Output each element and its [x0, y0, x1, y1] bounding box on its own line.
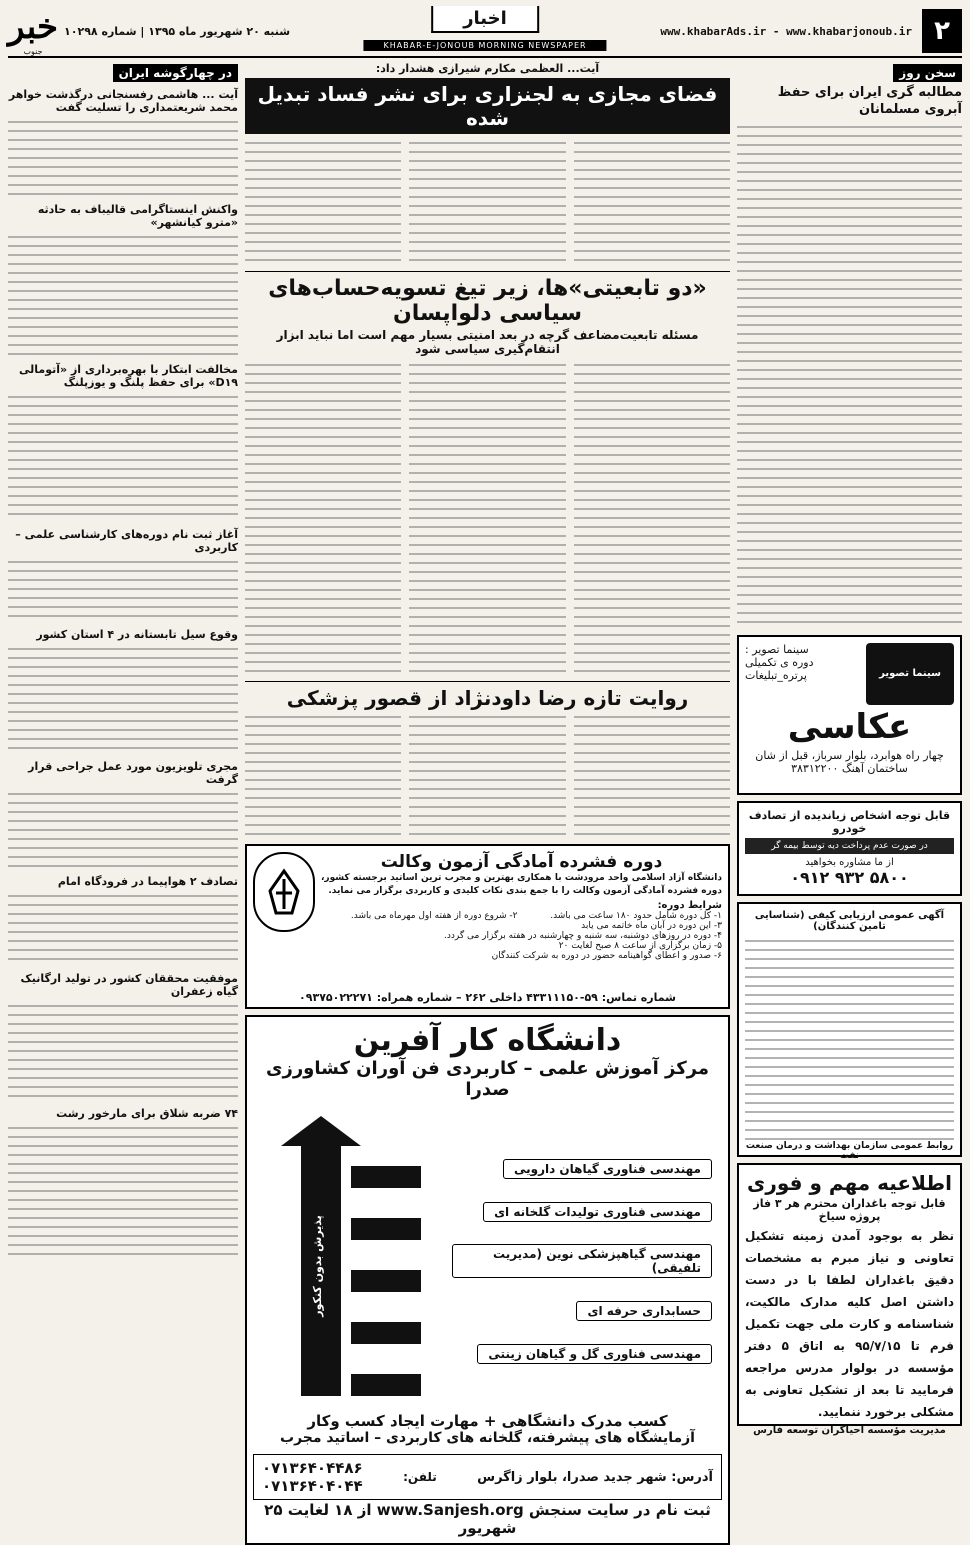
- news-item-2-body: [8, 232, 238, 357]
- exam-cond-3: ۳- این دوره در آبان ماه خاتمه می یابد: [581, 921, 722, 931]
- news-item-6-body: [8, 789, 238, 869]
- notice-title: اطلاعیه مهم و فوری: [747, 1170, 952, 1195]
- site-urls[interactable]: www.khabarAds.ir - www.khabarjonoub.ir: [660, 24, 912, 38]
- editorial-label: سخن روز: [893, 64, 962, 82]
- news-item-6-title[interactable]: مجری تلویزیون مورد عمل جراحی قرار گرفت: [28, 760, 238, 786]
- news-item-9-title[interactable]: ۷۴ ضربه شلاق برای مارخور رشت: [56, 1107, 238, 1120]
- news-item-5-body: [8, 644, 238, 754]
- course-item-2: مهندسی فناوری تولیدات گلخانه ای: [483, 1202, 712, 1222]
- tender-footer: روابط عمومی سازمان بهداشت و درمان صنعت نفت: [745, 1140, 954, 1161]
- university-ad[interactable]: [245, 1015, 730, 1545]
- tender-notice: [737, 902, 962, 1161]
- exam-cond-4: ۴- دوره در روزهای دوشنبه، سه شنبه و چهارشنبه در هفته برگزار می گردد.: [444, 931, 722, 941]
- car-ad-title: قابل توجه اشخاص زیاندیده از تصادف خودرو: [748, 808, 951, 835]
- third-article-body: [245, 712, 730, 838]
- news-item-4-body: [8, 557, 238, 622]
- car-ad-phone[interactable]: ۰۹۱۲ ۹۳۲ ۵۸۰۰: [790, 867, 909, 887]
- masthead: [8, 6, 962, 58]
- photo-address2: ساختمان آهنگ ۳۸۳۱۲۲۰۰: [791, 761, 908, 775]
- exam-ad-title: دوره فشرده آمادگی آزمون وکالت: [380, 852, 663, 872]
- course-item-3: مهندسی گیاهپزشکی نوین (مدیریت تلفیقی): [452, 1244, 712, 1278]
- newspaper-logo: [8, 7, 58, 56]
- uni-slogan1: کسب مدرک دانشگاهی + مهارت ایجاد کسب وکار: [307, 1412, 668, 1430]
- car-ad-contact: از ما مشاوره بخواهید: [805, 856, 894, 868]
- course-item-1: مهندسی فناوری گیاهان دارویی: [503, 1159, 712, 1179]
- lead-article-body: [245, 138, 730, 268]
- course-line2: پرتره_تبلیغات: [745, 668, 807, 682]
- news-item-8-body: [8, 1001, 238, 1101]
- logo-block: [8, 7, 290, 56]
- course-item-4: حسابداری حرفه ای: [576, 1301, 712, 1321]
- page-number: ۲: [922, 9, 962, 53]
- notice-footer: مدیریت مؤسسه احیاگران توسعه فارس: [753, 1424, 946, 1436]
- news-item-7-title[interactable]: تصادف ۲ هواپیما در فرودگاه امام: [57, 875, 238, 888]
- cinema-logo: [866, 643, 954, 705]
- cinema-logo-text: سینما تصویر: [879, 668, 941, 680]
- news-item-2-title[interactable]: واکنش اینستاگرامی قالیباف به حادثه «مترو کیانشهر»: [37, 203, 238, 229]
- exam-cond-1: ۱- کل دوره شامل حدود ۱۸۰ ساعت می باشد.: [550, 911, 722, 921]
- uni-phone-2[interactable]: ۰۷۱۳۶۴۰۴۰۴۴: [262, 1477, 363, 1495]
- uni-register-line[interactable]: ثبت نام در سایت سنجش www.Sanjesh.org از ۱۸ لغایت ۲۵ شهریور: [264, 1501, 711, 1537]
- uni-course-area: [253, 1106, 722, 1406]
- notice-body: نظر به بوجود آمدن زمینه تشکیل تعاونی و نیاز مبرم به مشخصات دقیق باغداران لطفا با در دست داشتن اصل کلیه مدارک مالکیت، شناسنامه و کارت ملی جهت تکمیل فرم تا ۹۵/۷/۱۵ به اتاق ۵ دفتر مؤسسه در بولوار مدرس مراجعه فرمایید تا بعد از تشکیل تعاونی به مشکلی برخورد ننمایید.: [745, 1228, 955, 1419]
- editorial-title: مطالبه گری ایران برای حفظ آبروی مسلمانان: [777, 85, 962, 117]
- second-article-body: [245, 360, 730, 678]
- masthead-right: [660, 9, 962, 53]
- news-item-9-body: [8, 1123, 238, 1258]
- studio-name: سینما تصویر :: [745, 642, 809, 656]
- tender-body: [745, 936, 954, 1141]
- exam-ad-body: دانشگاه آزاد اسلامی واحد مرودشت با همکاری بهترین و مجرب ترین اساتید برجسته کشور، دوره فشرده آمادگی آزمون وکالت را با جمع بندی نکات کلیدی و کاربردی برگزار می نماید.: [321, 873, 722, 896]
- news-item-8-title[interactable]: موفقیت محققان کشور در تولید ارگانیک گیاه زعفران: [20, 972, 238, 998]
- masthead-subtitle: KHABAR-E-JONOUB MORNING NEWSPAPER: [363, 40, 606, 51]
- news-item-5-title[interactable]: وقوع سیل تابستانه در ۴ استان کشور: [36, 628, 238, 641]
- photo-address1: چهار راه هوابرد، بلوار سرباز، قبل از شان: [755, 748, 944, 762]
- uni-ad-title: دانشگاه کار آفرین: [353, 1023, 622, 1058]
- course-item-5: مهندسی فناوری گل و گیاهان زینتی: [477, 1344, 712, 1364]
- second-headline[interactable]: «دو تابعیتی»ها، زیر تیغ تسویه‌حساب‌های سیاسی دلواپسان: [268, 276, 707, 326]
- urgent-notice: [737, 1163, 962, 1436]
- exam-cond-5: ۵- زمان برگزاری از ساعت ۸ صبح لغایت ۲۰: [558, 941, 722, 951]
- arrow-label: پذیرش بدون کنکور: [311, 1215, 324, 1317]
- arrows-graphic-icon: [261, 1106, 431, 1406]
- car-ad-body: در صورت عدم پرداخت دیه توسط بیمه گر: [745, 838, 954, 854]
- uni-phone-label: تلفن:: [403, 1470, 437, 1484]
- car-accident-ad[interactable]: [737, 801, 962, 896]
- exam-cond-6: ۶- صدور و اعطای گواهینامه حضور در دوره به شرکت کنندگان: [491, 951, 722, 961]
- exam-cond-2: ۲- شروع دوره از هفته اول مهرماه می باشد.: [350, 911, 518, 921]
- editorial-body: [737, 122, 962, 627]
- news-item-1-body: [8, 117, 238, 197]
- news-item-4-title[interactable]: آغاز ثبت نام دوره‌های کارشناسی علمی – کاربردی: [15, 528, 238, 554]
- left-column: [8, 62, 238, 1429]
- notice-subtitle: قابل توجه باغداران محترم هر ۳ فاز پروژه سیاخ: [753, 1196, 946, 1223]
- azad-university-logo-icon: [253, 852, 315, 932]
- uni-slogan2: آزمایشگاه های پیشرفته، گلخانه های کاربردی – اساتید مجرب: [280, 1430, 695, 1446]
- logo-text: خبر: [8, 6, 59, 47]
- issue-line: شنبه ۲۰ شهریور ماه ۱۳۹۵ | شماره ۱۰۲۹۸: [64, 24, 291, 38]
- third-headline[interactable]: روایت تازه رضا داودنژاد از قصور پزشکی: [286, 686, 689, 710]
- lead-headline[interactable]: فضای مجازی به لجنزاری برای نشر فساد تبدیل شده: [245, 78, 730, 134]
- lead-kicker: آیت... العظمی مکارم شیرازی هشدار داد:: [375, 62, 600, 75]
- regional-news-label: در چهارگوشه ایران: [113, 64, 238, 82]
- uni-phone-1[interactable]: ۰۷۱۳۶۴۰۴۴۸۶: [262, 1459, 363, 1477]
- photography-title: عکاسی: [787, 706, 912, 747]
- uni-course-list: [452, 1158, 712, 1364]
- exam-conditions-label: شرایط دوره:: [657, 900, 722, 911]
- exam-course-ad[interactable]: [245, 844, 730, 1009]
- second-subheadline: مسئله تابعیت‌مضاعف گرچه در بعد امنیتی بسیار مهم است اما نباید ابزار انتقام‌گیری سیاسی شود: [276, 328, 699, 356]
- tender-title: آگهی عمومی ارزیابی کیفی (شناسایی تامین کنندگان): [754, 909, 945, 932]
- uni-ad-subtitle: مرکز آموزش علمی – کاربردی فن آوران کشاورزی صدرا: [265, 1058, 710, 1100]
- uni-address: آدرس: شهر جدید صدرا، بلوار زاگرس: [477, 1469, 713, 1485]
- news-item-3-body: [8, 392, 238, 522]
- editorial-header: [737, 62, 962, 82]
- exam-ad-phone[interactable]: شماره تماس: ۵۹-۴۳۳۱۱۱۵۰ داخلی ۲۶۲ – شماره همراه: ۰۹۳۷۵۰۲۲۲۷۱: [299, 991, 676, 1004]
- news-item-3-title[interactable]: مخالفت ابتکار با بهره‌برداری از «آتومالی D۱۹» برای حفظ پلنگ و یوزپلنگ: [19, 363, 238, 389]
- section-title: اخبار: [431, 6, 539, 33]
- logo-subtext: جنوب: [23, 46, 43, 56]
- photography-ad[interactable]: [737, 635, 962, 795]
- right-column: [737, 62, 962, 1436]
- middle-column: [245, 62, 730, 1537]
- news-item-1-title[interactable]: آیت ... هاشمی رفسنجانی درگذشت خواهر محمد شریعتمداری را تسلیت گفت: [8, 88, 238, 114]
- course-line1: دوره ی تکمیلی: [745, 655, 814, 669]
- news-item-7-body: [8, 891, 238, 966]
